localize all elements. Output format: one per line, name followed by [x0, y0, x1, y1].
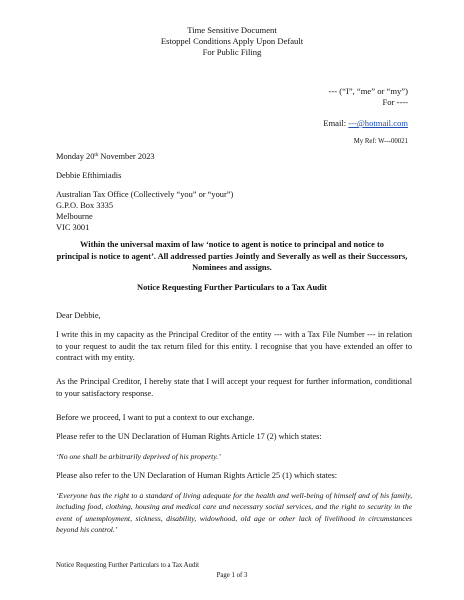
salutation: Dear Debbie,	[56, 311, 101, 320]
email-label: Email:	[323, 118, 349, 128]
sender-for: For ----	[382, 97, 408, 107]
sender-email-line	[323, 118, 408, 129]
header-estoppel: Estoppel Conditions Apply Upon Default	[160, 36, 304, 46]
quote-article-17: ‘No one shall be arbitrarily deprived of his property.’	[56, 452, 221, 461]
letter-date: Monday 20th November 2023	[56, 152, 155, 161]
address-line-4: VIC 3001	[56, 223, 90, 232]
address-line-2: G.P.O. Box 3335	[56, 201, 114, 210]
paragraph-3: Before we proceed, I want to put a context to our exchange.	[56, 413, 255, 422]
email-link[interactable]: ---@hotmail.com	[348, 118, 408, 128]
footer-title: Notice Requesting Further Particulars to a Tax Audit	[56, 562, 200, 569]
address-line-3: Melbourne	[56, 212, 93, 221]
maxim-line-1: Within the universal maxim of law ‘notice to agent is notice to principal and notice to	[80, 240, 384, 249]
maxim-line-2: principal is notice to agent’. All addressed parties Jointly and Severally as well as their Successors,	[56, 252, 408, 261]
quote-article-25: ‘Everyone has the right to a standard of living adequate for the health and well-being of himself and of his family, including food, clothing, housing and medical care and necessary social services, and the right to security in the event of unemployment, sickness, disability, widowhood, old age or other lack of livelihood in circumstances beyond his control.’	[56, 491, 412, 535]
footer-page-number: Page 1 of 3	[216, 572, 248, 579]
recipient-name: Debbie Efthimiadis	[56, 171, 122, 180]
address-line-1: Australian Tax Office (Collectively “you” or “your”)	[56, 190, 234, 199]
my-ref: My Ref: W---00021	[353, 138, 408, 145]
paragraph-5: Please also refer to the UN Declaration of Human Rights Article 25 (1) which states:	[56, 471, 338, 480]
paragraph-4: Please refer to the UN Declaration of Human Rights Article 17 (2) which states:	[56, 432, 322, 441]
paragraph-2: As the Principal Creditor, I hereby state that I will accept your request for further information, conditional to your satisfactory response.	[56, 377, 412, 398]
maxim-line-3: Nominees and assigns.	[192, 263, 272, 272]
header-time-sensitive: Time Sensitive Document	[187, 25, 277, 35]
header-public-filing: For Public Filing	[202, 47, 262, 57]
subject-heading: Notice Requesting Further Particulars to a Tax Audit	[137, 283, 327, 292]
sender-alias: --- (“I”, “me” or “my”)	[328, 86, 408, 96]
paragraph-1: I write this in my capacity as the Principal Creditor of the entity --- with a Tax File Number --- in relation to your request to audit the tax return filed for this entity. I recognise that you have extended an offer to contract with my entity.	[56, 330, 412, 363]
